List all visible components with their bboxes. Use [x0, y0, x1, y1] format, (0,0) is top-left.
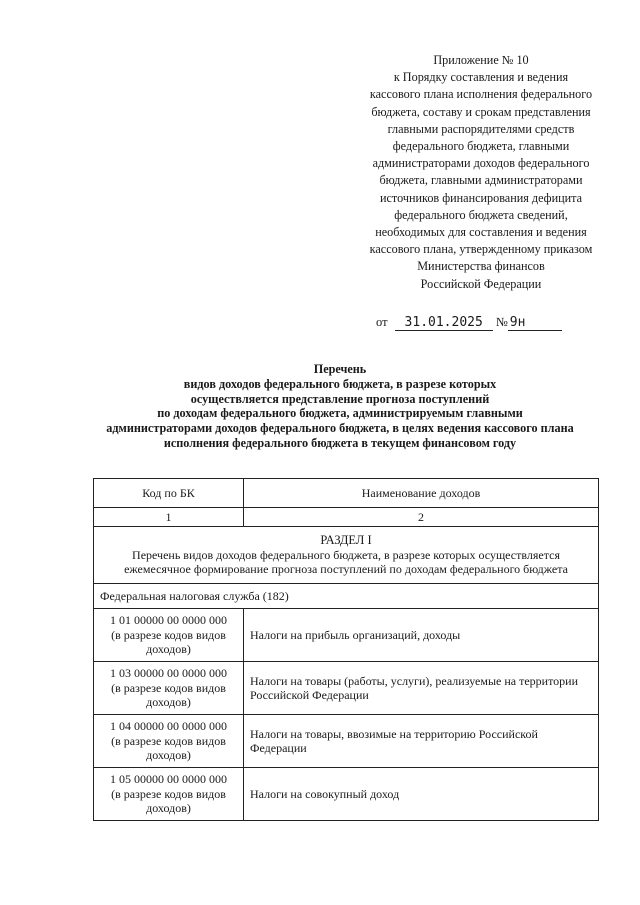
appendix-line: Министерства финансов — [417, 259, 545, 274]
table-row — [94, 768, 599, 821]
appendix-line: к Порядку составления и ведения — [393, 70, 569, 85]
column-number: 1 — [94, 508, 244, 527]
appendix-line: необходимых для составления и ведения — [375, 225, 587, 240]
appendix-line: бюджета, составу и срокам представления — [371, 104, 591, 119]
appendix-line: кассового плана исполнения федерального — [369, 87, 593, 102]
service-name: Федеральная налоговая служба (182) — [94, 584, 599, 609]
income-code-note: (в разрезе кодов видов доходов) — [111, 680, 226, 710]
appendix-line: федерального бюджета сведений, — [394, 207, 568, 222]
income-code: 1 03 00000 00 0000 000 — [110, 666, 227, 681]
service-row — [94, 584, 599, 609]
income-code-cell — [94, 662, 244, 715]
income-code-note: (в разрезе кодов видов доходов) — [111, 627, 226, 657]
table-row — [94, 609, 599, 662]
appendix-line: бюджета, главными администраторами — [379, 173, 583, 188]
section-text: Перечень видов доходов федерального бюджета, в разрезе которых осуществляется ежемесячное формирование прогноза поступлений по доходам федерального бюджета — [124, 547, 568, 577]
income-code-cell — [94, 768, 244, 821]
income-code-cell — [94, 609, 244, 662]
appendix-line: Приложение № 10 — [433, 53, 529, 67]
title-line: видов доходов федерального бюджета, в разрезе которых — [183, 376, 497, 391]
income-code: 1 01 00000 00 0000 000 — [110, 613, 227, 628]
table-row — [94, 662, 599, 715]
header-code: Код по БК — [94, 479, 244, 508]
income-code-cell — [94, 715, 244, 768]
order-from-label: от — [376, 315, 388, 329]
document-title — [90, 362, 590, 451]
order-number: 9н — [508, 316, 562, 331]
income-types-table — [93, 478, 599, 821]
income-name: Налоги на совокупный доход — [244, 768, 599, 821]
table-row — [94, 715, 599, 768]
section-row — [94, 527, 599, 584]
income-code: 1 05 00000 00 0000 000 — [110, 772, 227, 787]
section-cell — [94, 527, 599, 584]
income-name: Налоги на товары (работы, услуги), реализуемые на территории Российской Федерации — [244, 662, 599, 715]
income-code-note: (в разрезе кодов видов доходов) — [111, 733, 226, 763]
section-title: РАЗДЕЛ I — [320, 533, 372, 548]
column-number-row — [94, 508, 599, 527]
income-name: Налоги на прибыль организаций, доходы — [244, 609, 599, 662]
income-code-note: (в разрезе кодов видов доходов) — [111, 786, 226, 816]
appendix-line: главными распорядителями средств — [387, 121, 575, 136]
order-number-label: № — [495, 315, 508, 329]
order-reference — [376, 313, 576, 331]
title-line: исполнения федерального бюджета в текущем финансовом году — [163, 435, 517, 450]
appendix-line: администраторами доходов федерального — [372, 156, 590, 171]
appendix-line: источников финансирования дефицита — [379, 190, 583, 205]
income-code: 1 04 00000 00 0000 000 — [110, 719, 227, 734]
appendix-line: кассового плана, утвержденному приказом — [369, 242, 593, 257]
title-line: осуществляется представление прогноза поступлений — [190, 391, 490, 406]
appendix-block — [336, 52, 626, 293]
title-line: Перечень — [313, 362, 367, 376]
header-name: Наименование доходов — [244, 479, 599, 508]
income-name: Налоги на товары, ввозимые на территорию Российской Федерации — [244, 715, 599, 768]
table-header-row — [94, 479, 599, 508]
appendix-line: Российской Федерации — [420, 276, 542, 291]
appendix-line: федерального бюджета, главными — [392, 139, 570, 154]
title-line: администраторами доходов федерального бюджета, в целях ведения кассового плана — [106, 421, 574, 436]
order-date: 31.01.2025 — [395, 316, 493, 331]
title-line: по доходам федерального бюджета, администрируемым главными — [157, 406, 523, 421]
column-number: 2 — [244, 508, 599, 527]
